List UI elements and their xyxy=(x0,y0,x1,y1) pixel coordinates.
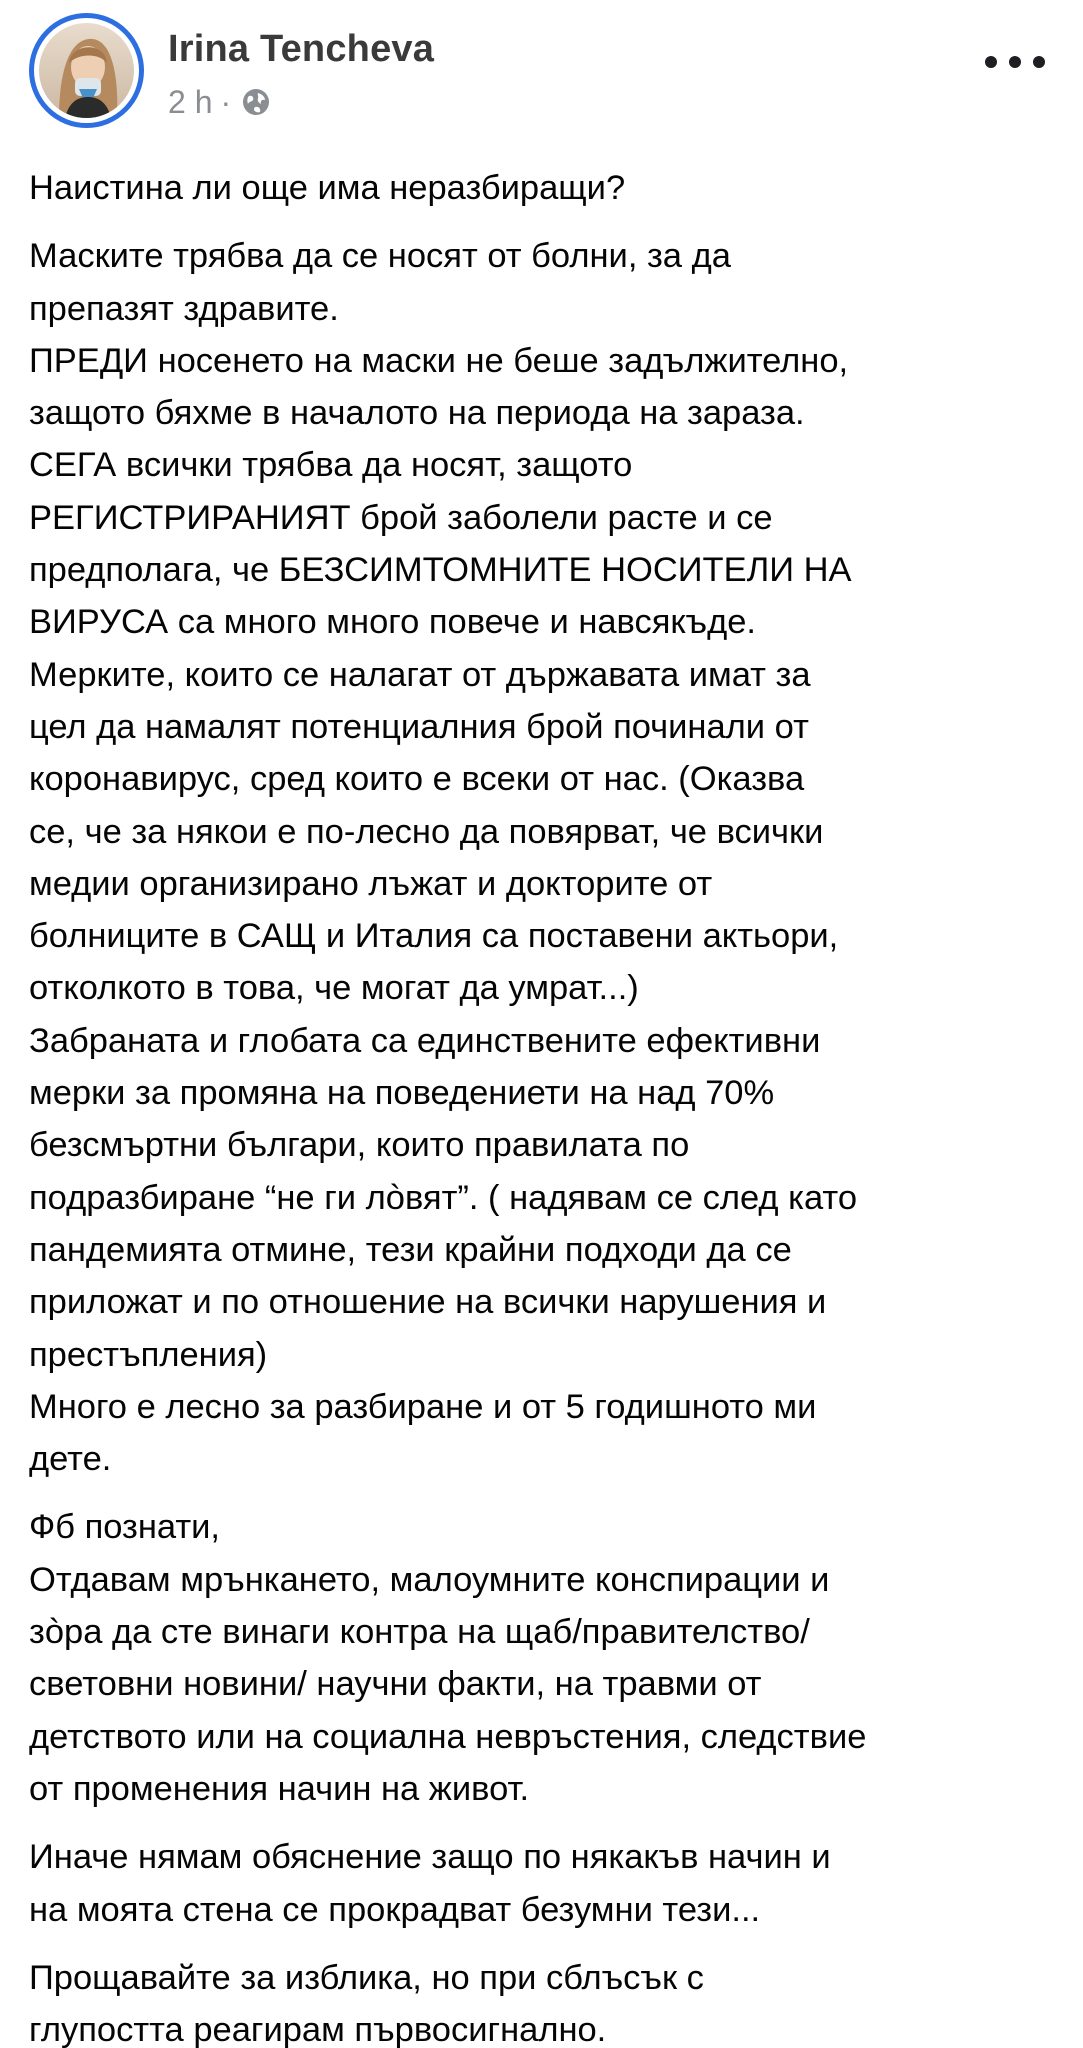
post-paragraph: Маските трябва да се носят от болни, за да препазят здравите. ПРЕДИ носенето на маски не беше задължително, защото бяхме в началото на периода на зараза. СЕГА всички трябва да носят, защото РЕГИСТРИРАНИЯТ брой заболели расте и се предполага, че БЕЗСИМТОМНИТЕ НОСИТЕЛИ НА ВИРУСА са много много повече и навсякъде. Мерките, които се налагат от държавата имат за цел да намалят потенциалния брой починали от коронавирус, сред които е всеки от нас. (Оказва се, че за някои е по-лесно да повярват, че всички медии организирано лъжат и докторите от болниците в САЩ и Италия са поставени актьори, отколкото в това, че могат да умрат...) Забраната и глобата са единствените ефективни мерки за промяна на поведениети на над 70% безсмъртни българи, които правилата по подразбиране “не ги лòвят”. ( надявам се след като пандемията отмине, тези крайни подходи да се приложат и по отношение на всички нарушения и престъпления) Много е лесно за разбиране и от 5 годишното ми дете. xyxy=(29,237,858,1479)
post-options-button[interactable] xyxy=(985,44,1045,80)
avatar-photo xyxy=(39,23,134,118)
post-text xyxy=(29,162,1069,2048)
post-paragraph: Фб познати, Отдавам мрънкането, малоумните конспирации и зòра да сте винаги контра на щаб/правителство/ световни новини/ научни факти, на травми от детството или на социална невръстения, следствие от променения начин на живот. xyxy=(29,1508,867,1808)
ellipsis-icon xyxy=(1033,56,1045,68)
post-paragraph: Наистина ли още има неразбиращи? xyxy=(29,169,626,207)
post-paragraph: Иначе нямам обяснение защо по някакъв начин и на моята стена се прокрадват безумни тези... xyxy=(29,1838,831,1929)
post-timestamp[interactable]: 2 h xyxy=(168,83,213,120)
post-meta xyxy=(168,80,271,124)
post-header xyxy=(0,0,1083,140)
meta-separator: · xyxy=(220,83,232,120)
author-name[interactable]: Irina Tencheva xyxy=(168,28,435,70)
post-paragraph: Прощавайте за изблика, но при сблъсък с глупостта реагирам първосигнално. xyxy=(29,1958,704,2048)
author-avatar[interactable] xyxy=(29,13,144,128)
ellipsis-icon xyxy=(1009,56,1021,68)
globe-icon[interactable] xyxy=(241,87,271,117)
ellipsis-icon xyxy=(985,56,997,68)
